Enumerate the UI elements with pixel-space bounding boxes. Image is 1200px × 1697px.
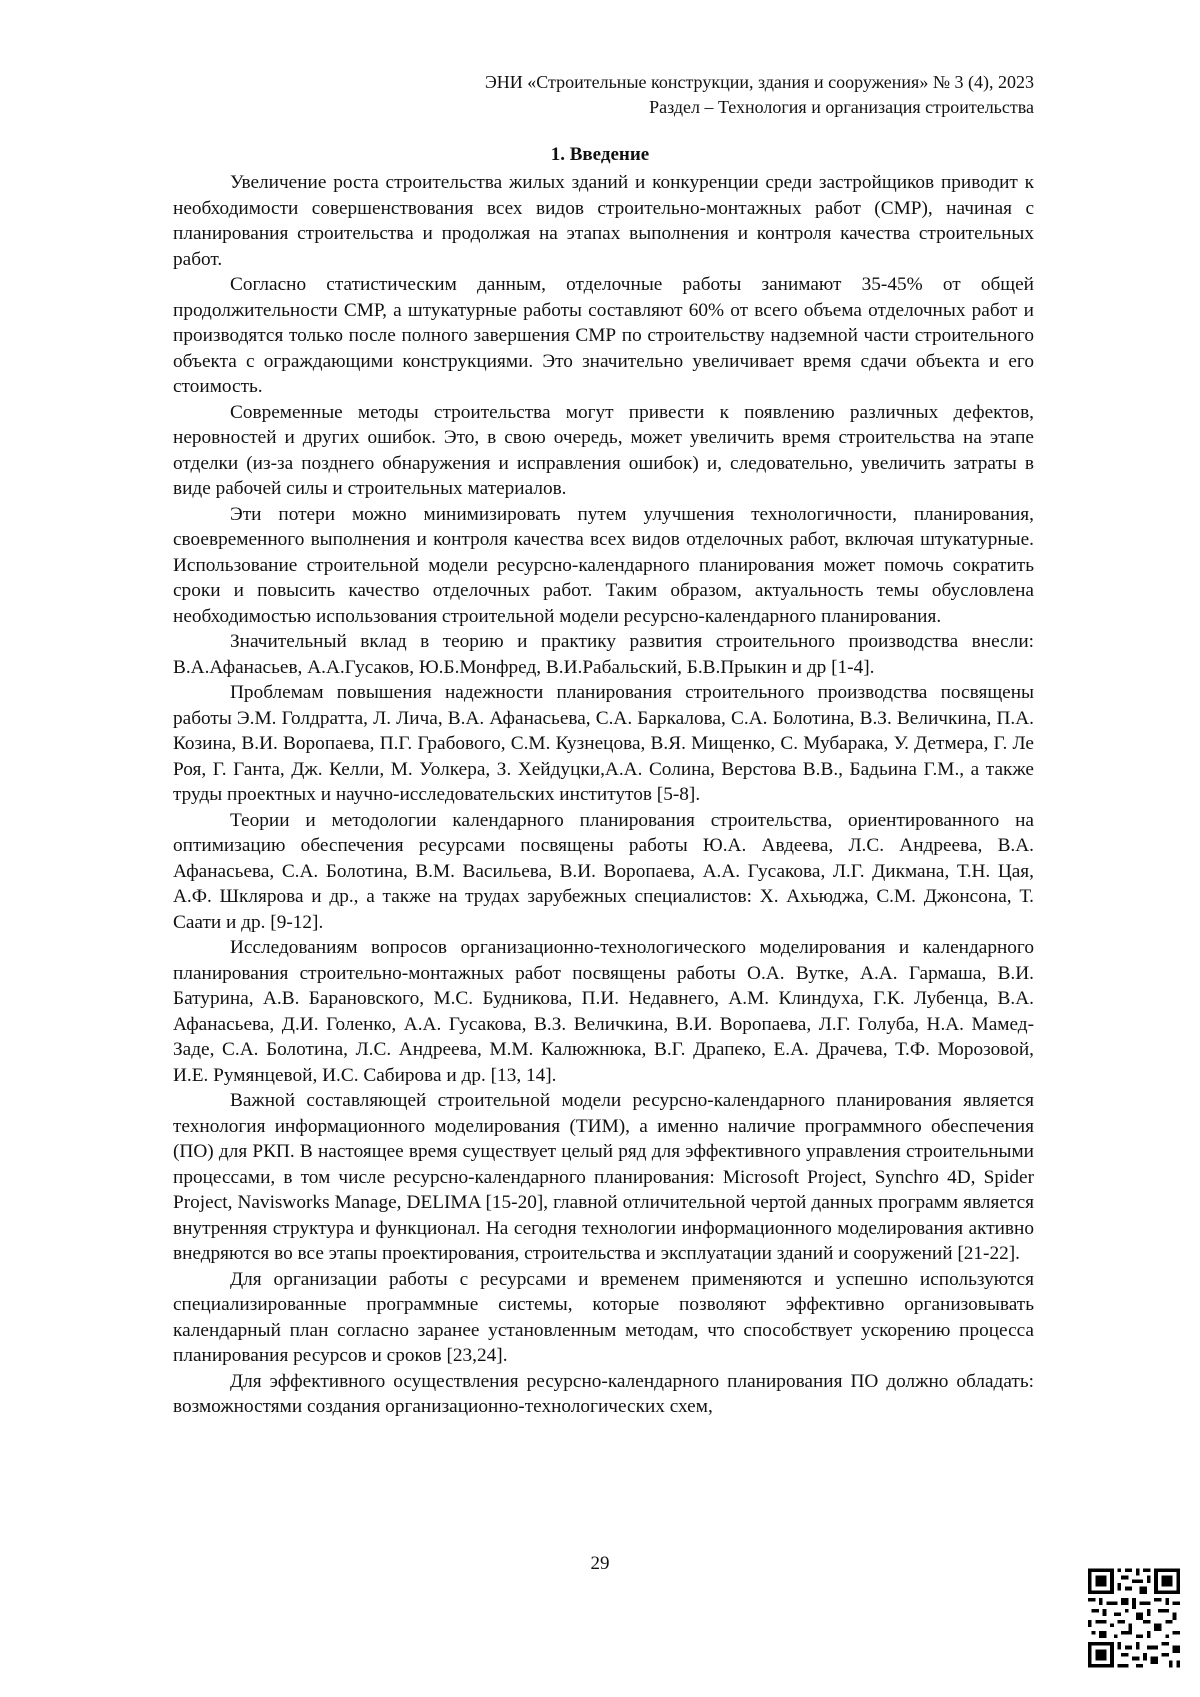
paragraph: Значительный вклад в теорию и практику развития строительного производства внесли: В.А.Афанасьев, А.А.Гусаков, Ю.Б.Монфред, В.И.Рабальский, Б.В.Прыкин и др [1-4]. (173, 629, 1034, 680)
section-heading: 1. Введение (0, 143, 1200, 167)
journal-title-line: ЭНИ «Строительные конструкции, здания и сооружения» № 3 (4), 2023 (485, 70, 1034, 95)
paragraph: Проблемам повышения надежности планирования строительного производства посвящены работы Э.М. Голдратта, Л. Лича, В.А. Афанасьева, С.А. Баркалова, С.А. Болотина, В.З. Величкина, П.А. Козина, В.И. Воропаева, П.Г. Грабового, С.М. Кузнецова, В.Я. Мищенко, С. Мубарака, У. Детмера, Г. Ле Роя, Г. Ганта, Дж. Келли, М. Уолкера, З. Хейдуцки,А.А. Солина, Верстова В.В., Бадьина Г.М., а также труды проектных и научно-исследовательских институтов [5-8]. (173, 680, 1034, 808)
journal-section-line: Раздел – Технология и организация строительства (485, 95, 1034, 120)
paragraph: Современные методы строительства могут привести к появлению различных дефектов, неровностей и других ошибок. Это, в свою очередь, может увеличить время строительства на этапе отделки (из-за позднего обнаружения и исправления ошибок) и, следовательно, увеличить затраты в виде рабочей силы и строительных материалов. (173, 400, 1034, 502)
paragraph: Увеличение роста строительства жилых зданий и конкуренции среди застройщиков приводит к необходимости совершенствования всех видов строительно-монтажных работ (СМР), начиная с планирования строительства и продолжая на этапах выполнения и контроля качества строительных работ. (173, 170, 1034, 272)
paragraph: Для организации работы с ресурсами и временем применяются и успешно используются специализированные программные системы, которые позволяют эффективно организовывать календарный план согласно заранее установленным методам, что способствует ускорению процесса планирования ресурсов и сроков [23,24]. (173, 1267, 1034, 1369)
paragraph: Теории и методологии календарного планирования строительства, ориентированного на оптимизацию обеспечения ресурсами посвящены работы Ю.А. Авдеева, Л.С. Андреева, В.А. Афанасьева, С.А. Болотина, В.М. Васильева, В.И. Воропаева, А.А. Гусакова, Л.Г. Дикмана, Т.Н. Цая, А.Ф. Шклярова и др., а также на трудах зарубежных специалистов: Х. Ахьюджа, С.М. Джонсона, Т. Саати и др. [9-12]. (173, 808, 1034, 936)
paragraph: Согласно статистическим данным, отделочные работы занимают 35-45% от общей продолжительности СМР, а штукатурные работы составляют 60% от всего объема отделочных работ и производятся только после полного завершения СМР по строительству надземной части строительного объекта с ограждающими конструкциями. Это значительно увеличивает время сдачи объекта и его стоимость. (173, 272, 1034, 400)
paragraph: Исследованиям вопросов организационно-технологического моделирования и календарного планирования строительно-монтажных работ посвящены работы О.А. Вутке, А.А. Гармаша, В.И. Батурина, А.В. Барановского, М.С. Будникова, П.И. Недавнего, А.М. Клиндуха, Г.К. Лубенца, В.А. Афанасьева, Д.И. Голенко, А.А. Гусакова, В.З. Величкина, В.И. Воропаева, Л.Г. Голуба, Н.А. Мамед-Заде, С.А. Болотина, Л.С. Андреева, М.М. Калюжнюка, В.Г. Драпеко, Е.А. Драчева, Т.Ф. Морозовой, И.Е. Румянцевой, И.С. Сабирова и др. [13, 14]. (173, 935, 1034, 1088)
paragraph: Эти потери можно минимизировать путем улучшения технологичности, планирования, своевременного выполнения и контроля качества всех видов отделочных работ, включая штукатурные. Использование строительной модели ресурсно-календарного планирования может помочь сократить сроки и повысить качество отделочных работ. Таким образом, актуальность темы обусловлена необходимостью использования строительной модели ресурсно-календарного планирования. (173, 502, 1034, 630)
journal-header (485, 70, 1034, 120)
body-text (173, 170, 1034, 1420)
paragraph: Для эффективного осуществления ресурсно-календарного планирования ПО должно обладать: возможностями создания организационно-технологических схем, (173, 1369, 1034, 1420)
paragraph: Важной составляющей строительной модели ресурсно-календарного планирования является технология информационного моделирования (ТИМ), а именно наличие программного обеспечения (ПО) для РКП. В настоящее время существует целый ряд для эффективного управления строительными процессами, в том числе ресурсно-календарного планирования: Microsoft Project, Synchro 4D, Spider Project, Navisworks Manage, DELIMA [15-20], главной отличительной чертой данных программ является внутренняя структура и функционал. На сегодня технологии информационного моделирования активно внедряются во все этапы проектирования, строительства и эксплуатации зданий и сооружений [21-22]. (173, 1088, 1034, 1267)
page-number: 29 (0, 1552, 1200, 1576)
qr-code-icon (1088, 1568, 1180, 1668)
